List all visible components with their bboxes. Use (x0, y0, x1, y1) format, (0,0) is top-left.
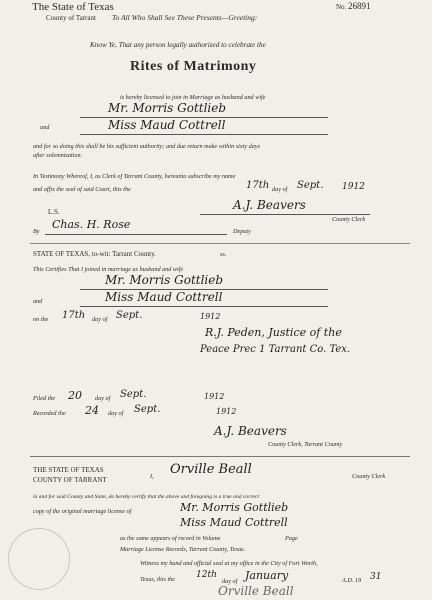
clerk-label-2: County Clerk, Tarrant County (268, 441, 343, 448)
filed-year: 1912 (204, 392, 225, 401)
cert-text-1: in and for said County and State, do hereby certify that the above and foregoing is a true and correct (33, 494, 259, 500)
bride-name: Miss Maud Cottrell (108, 118, 226, 132)
cert-day-of: day of (222, 578, 238, 585)
cert-texas-this: Texas, this the (140, 576, 176, 583)
cert-witness-text: Witness my hand and official seal at my office in the City of Fort Worth, (140, 560, 318, 567)
on-the-label: on the (33, 316, 49, 323)
cert-bride-name: Miss Maud Cottrell (180, 516, 288, 529)
header-number-label: No. (336, 3, 347, 11)
licensed-text: is hereby licensed to join in Marriage as husband and wife (120, 94, 266, 101)
license-number: 26891 (348, 1, 371, 11)
groom-name: Mr. Morris Gottlieb (108, 101, 227, 115)
clerk-sig-line (200, 214, 370, 215)
header-county: County of Tarrant (46, 14, 96, 22)
testimony-year: 1912 (342, 182, 365, 192)
recorded-month: Sept. (134, 404, 161, 415)
cert-clerk-name: Orville Beall (170, 462, 252, 477)
cert-page-label: Page (285, 535, 298, 542)
testimony-text-1: In Testimony Whereof, I, as Clerk of Tarrant County, hereunto subscribe my name (33, 173, 236, 180)
ls-seal-label: L.S. (48, 208, 60, 216)
cert-appears-text: as the same appears of record in Volume (120, 535, 221, 542)
and-label-1: and (40, 124, 50, 131)
cert-ad-label: A.D. 19 (342, 577, 362, 584)
by-label: By (33, 228, 40, 235)
filed-label: Filed the (33, 395, 56, 402)
married-day: 17th (62, 310, 86, 321)
and-label-2: and (33, 298, 43, 305)
header-state: The State of Texas (32, 1, 114, 13)
deputy-signature: Chas. H. Rose (52, 218, 131, 231)
deputy-label: Deputy (233, 228, 251, 235)
testimony-day: 17th (246, 180, 270, 191)
ss-label: ss. (220, 251, 227, 258)
groom-name-2: Mr. Morris Gottlieb (105, 273, 224, 287)
cert-i-label: I, (150, 473, 154, 480)
recorded-day-of: day of (108, 410, 124, 417)
cert-county: COUNTY OF TARRANT (33, 476, 107, 484)
married-day-of: day of (92, 316, 108, 323)
section-divider-1 (30, 243, 410, 244)
filed-day: 20 (68, 389, 82, 402)
recorded-label: Recorded the (33, 410, 66, 417)
header-greeting: To All Who Shall See These Presents—Greeting: (112, 13, 258, 22)
cert-clerk-label: County Clerk (352, 473, 386, 480)
cert-year-suffix: 31 (370, 572, 382, 582)
state-of-texas-wit: STATE OF TEXAS, to-wit: Tarrant County. (33, 250, 156, 258)
cert-text-2: copy of the original marriage license of (33, 508, 132, 515)
recorded-year: 1912 (216, 407, 237, 416)
testimony-day-of: day of (272, 186, 288, 193)
filed-day-of: day of (95, 395, 111, 402)
bride-line (80, 134, 328, 135)
married-month: Sept. (116, 310, 143, 321)
filed-month: Sept. (120, 389, 147, 400)
county-clerk-label: County Clerk (332, 216, 366, 223)
cert-records-text: Marriage License Records, Tarrant County, Texas. (120, 546, 246, 553)
cert-signature: Orville Beall (218, 584, 294, 598)
testimony-text-2: and affix the seal of said Court, this the (33, 186, 131, 193)
deputy-line (45, 234, 227, 235)
married-year: 1912 (200, 312, 221, 321)
officiant-line-1: R.J. Peden, Justice of the (205, 326, 342, 339)
sufficient-text-2: after solemnization. (33, 152, 83, 159)
certify-text: This Certifies That I joined in marriage as husband and wife (33, 266, 184, 273)
cert-groom-name: Mr. Morris Gottlieb (180, 501, 289, 514)
cert-day: 12th (196, 570, 217, 580)
clerk-signature-2: A.J. Beavers (214, 424, 287, 438)
section-divider-2 (30, 456, 410, 457)
intro-text: Know Ye, That any person legally authorized to celebrate the (90, 41, 266, 49)
officiant-line-2: Peace Prec 1 Tarrant Co. Tex. (200, 344, 351, 355)
sufficient-text-1: and for so doing this shall be his sufficient authority; and due return make within sixty days (33, 143, 260, 150)
county-clerk-signature: A.J. Beavers (233, 198, 306, 212)
cert-month: January (245, 569, 289, 582)
cert-state: THE STATE OF TEXAS (33, 466, 104, 474)
embossed-seal (8, 528, 70, 590)
bride-name-2: Miss Maud Cottrell (105, 290, 223, 304)
testimony-month: Sept. (297, 180, 324, 191)
document-title: Rites of Matrimony (130, 59, 257, 74)
recorded-day: 24 (85, 404, 99, 417)
bride2-line (80, 306, 328, 307)
